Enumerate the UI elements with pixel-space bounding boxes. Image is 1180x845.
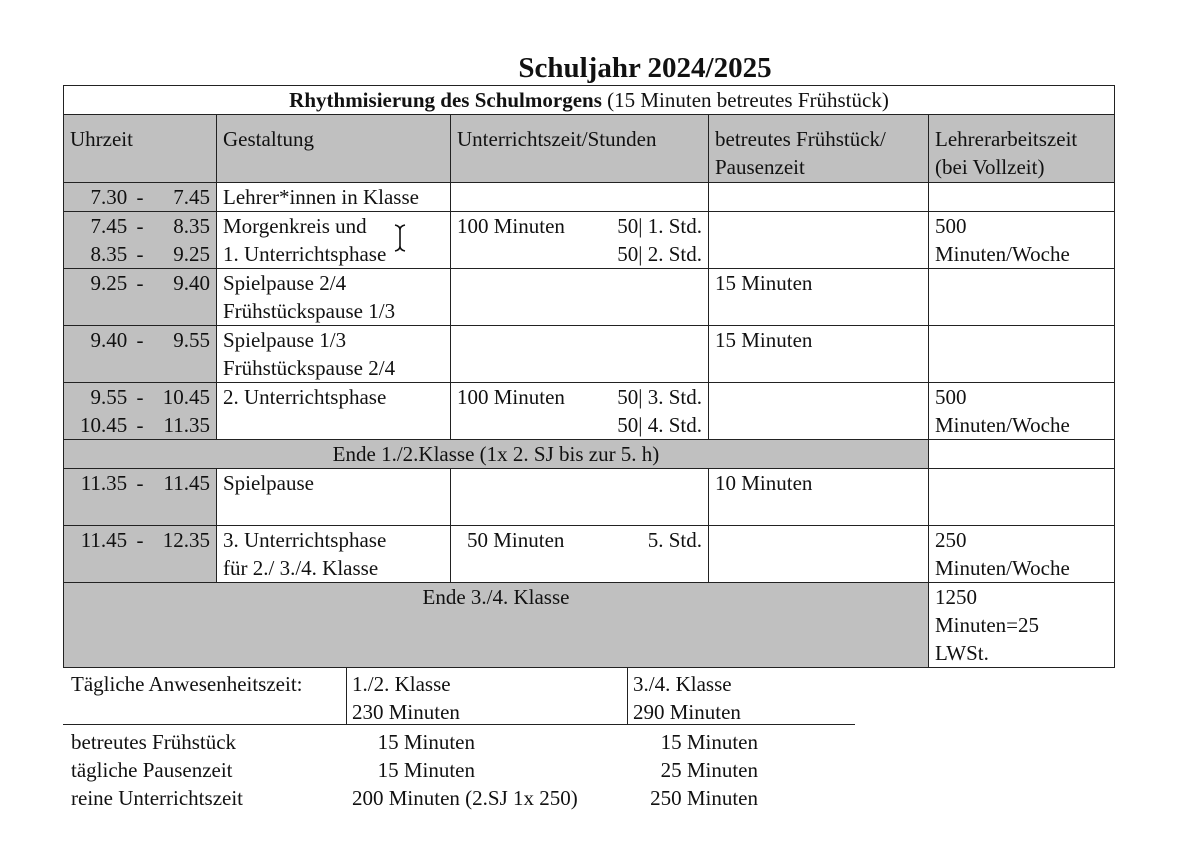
header-row — [64, 115, 1115, 183]
time-cell: 7.45 - 8.35 8.35 - 9.25 — [64, 212, 217, 269]
header-unterricht: Unterrichtszeit/Stunden — [451, 115, 709, 183]
gestaltung-cell: Lehrer*innen in Klasse — [217, 183, 451, 212]
anwesenheit-label: Tägliche Anwesenheitszeit: — [71, 672, 303, 696]
summary-line-b: 250 Minuten — [650, 786, 758, 810]
lehrer-cell — [929, 326, 1115, 383]
subtitle-normal: (15 Minuten betreutes Frühstück) — [607, 88, 889, 112]
document-title: Schuljahr 2024/2025 — [518, 52, 772, 84]
summary-row — [63, 728, 863, 756]
lehrer-cell — [929, 269, 1115, 326]
time-cell: 11.45 - 12.35 — [64, 526, 217, 583]
table-row — [64, 469, 1115, 526]
gestaltung-cell: 2. Unterrichtsphase — [217, 383, 451, 440]
summary-row — [63, 670, 863, 698]
summary-line-label: reine Unterrichtszeit — [71, 786, 243, 810]
class-b-minutes: 290 Minuten — [633, 700, 741, 724]
pause-cell — [709, 383, 929, 440]
pause-cell — [709, 183, 929, 212]
unterricht-cell: 100 Minuten 50| 3. Std. 50| 4. Std. — [451, 383, 709, 440]
lehrer-cell: 1250 Minuten=25 LWSt. — [929, 583, 1115, 668]
summary-line-label: betreutes Frühstück — [71, 730, 237, 754]
header-fruehstueck-line2: Pausenzeit — [715, 155, 805, 179]
lehrer-cell: 500 Minuten/Woche — [929, 212, 1115, 269]
header-uhrzeit: Uhrzeit — [64, 115, 217, 183]
header-lehrer-line1: Lehrerarbeitszeit — [935, 127, 1078, 151]
table-row — [64, 183, 1115, 212]
unterricht-cell — [451, 183, 709, 212]
table-row — [64, 583, 1115, 668]
summary-row — [63, 698, 863, 726]
summary-row — [63, 784, 863, 812]
time-cell: 9.25 - 9.40 — [64, 269, 217, 326]
gestaltung-cell: Spielpause 1/3 Frühstückspause 2/4 — [217, 326, 451, 383]
unterricht-cell — [451, 269, 709, 326]
summary-divider — [63, 724, 855, 725]
summary-line-a: 200 Minuten (2.SJ 1x 250) — [352, 786, 578, 810]
class-a-minutes: 230 Minuten — [352, 700, 460, 724]
summary-row — [63, 756, 863, 784]
lehrer-cell: 500 Minuten/Woche — [929, 383, 1115, 440]
pause-cell: 15 Minuten — [709, 326, 929, 383]
table-row — [64, 440, 1115, 469]
time-cell: 11.35 - 11.45 — [64, 469, 217, 526]
summary-line-a: 15 Minuten — [377, 730, 475, 754]
pause-cell: 10 Minuten — [709, 469, 929, 526]
table-row — [64, 526, 1115, 583]
header-lehrer — [929, 115, 1115, 183]
ende-klasse-cell: Ende 1./2.Klasse (1x 2. SJ bis zur 5. h) — [64, 440, 929, 469]
unterricht-cell: 50 Minuten 5. Std. — [451, 526, 709, 583]
subtitle-bold: Rhythmisierung des Schulmorgens — [289, 88, 602, 112]
time-cell: 9.55 - 10.45 10.45 - 11.35 — [64, 383, 217, 440]
summary-line-a: 15 Minuten — [377, 758, 475, 782]
summary-line-label: tägliche Pausenzeit — [71, 758, 233, 782]
lehrer-cell — [929, 440, 1115, 469]
unterricht-cell — [451, 326, 709, 383]
lehrer-cell: 250 Minuten/Woche — [929, 526, 1115, 583]
unterricht-cell — [451, 469, 709, 526]
table-row — [64, 269, 1115, 326]
summary-line-b: 15 Minuten — [660, 730, 758, 754]
table-row — [64, 326, 1115, 383]
pause-cell: 15 Minuten — [709, 269, 929, 326]
gestaltung-cell: 3. Unterrichtsphase für 2./ 3./4. Klasse — [217, 526, 451, 583]
header-gestaltung: Gestaltung — [217, 115, 451, 183]
gestaltung-cell: Morgenkreis und 1. Unterrichtsphase — [217, 212, 451, 269]
pause-cell — [709, 212, 929, 269]
header-fruehstueck-line1: betreutes Frühstück/ — [715, 127, 886, 151]
time-cell: 7.30 - 7.45 — [64, 183, 217, 212]
header-fruehstueck — [709, 115, 929, 183]
subtitle-cell — [64, 86, 1115, 115]
table-row — [64, 383, 1115, 440]
time-cell: 9.40 - 9.55 — [64, 326, 217, 383]
pause-cell — [709, 526, 929, 583]
subtitle-row — [64, 86, 1115, 115]
header-lehrer-line2: (bei Vollzeit) — [935, 155, 1045, 179]
summary-block — [63, 670, 863, 812]
class-a-label: 1./2. Klasse — [352, 672, 451, 696]
table-row — [64, 212, 1115, 269]
text-cursor-icon — [393, 223, 407, 253]
ende-klasse-cell: Ende 3./4. Klasse — [64, 583, 929, 668]
unterricht-cell: 100 Minuten 50| 1. Std. 50| 2. Std. — [451, 212, 709, 269]
gestaltung-cell: Spielpause — [217, 469, 451, 526]
summary-line-b: 25 Minuten — [660, 758, 758, 782]
schedule-table — [63, 85, 1115, 668]
gestaltung-cell: Spielpause 2/4 Frühstückspause 1/3 — [217, 269, 451, 326]
lehrer-cell — [929, 469, 1115, 526]
class-b-label: 3./4. Klasse — [633, 672, 732, 696]
lehrer-cell — [929, 183, 1115, 212]
